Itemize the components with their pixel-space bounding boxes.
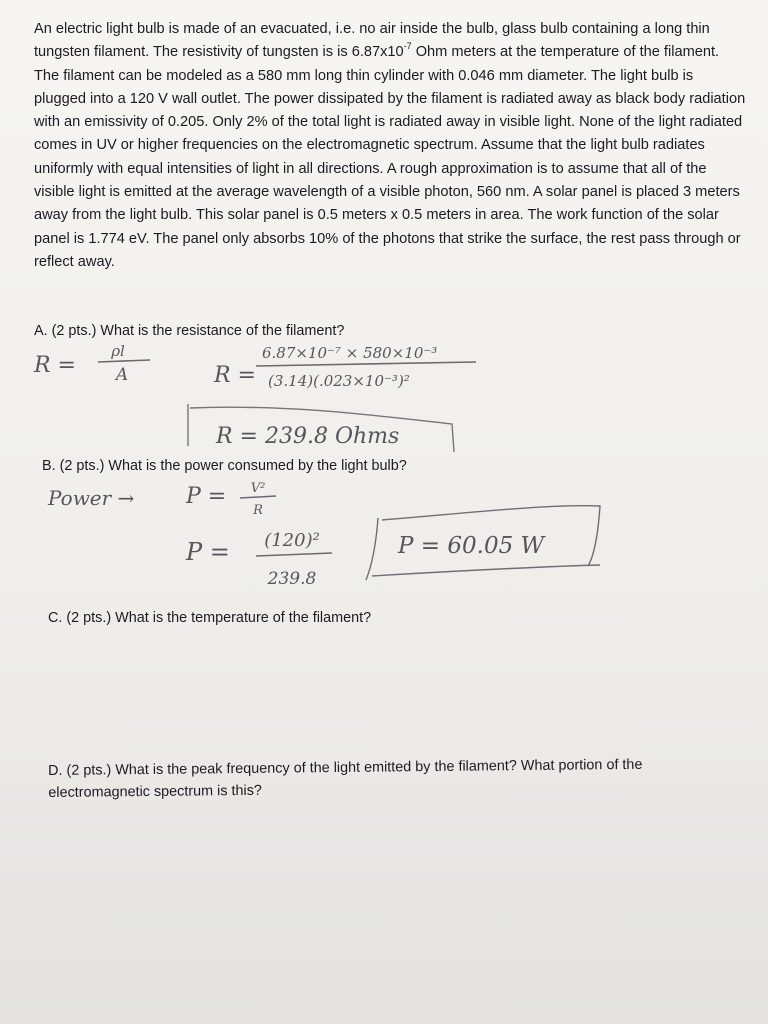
hw-b-answer: P = 60.05 W	[398, 533, 545, 559]
hw-b-sub-num: (120)²	[264, 530, 320, 551]
problem-text-part-2: Ohm meters at the temperature of the filament. The filament can be modeled as a 580 mm long thin cylinder with 0.046 mm diameter. The light bulb is plugged into a 120 V wall outlet. The power dissipated by the filament is radiated away as black body radiation with an emissivity of 0.205. Only 2% of the total light is radiated away in visible light. None of the light radiated comes in UV or higher frequencies on the electromagnetic spectrum. Assume that the light bulb radiates uniformly with equal intensities of light in all directions. A rough approximation is to assume that all of the visible light is emitted at the average wavelength of a visible photon, 560 nm. A solar panel is placed 3 meters away from the light bulb. This solar panel is 0.5 meters x 0.5 meters in area. The work function of the solar panel is 1.774 eV. The panel only absorbs 10% of the photons that strike the surface, the rest pass through or reflect away.	[34, 44, 746, 270]
question-c: C. (2 pts.) What is the temperature of the filament?	[48, 610, 372, 626]
hw-a-formula-bar	[98, 360, 150, 362]
hw-a-formula-lhs: R =	[34, 353, 76, 378]
hw-a-answer: R = 239.8 Ohms	[216, 424, 400, 449]
question-b: B. (2 pts.) What is the power consumed by the light bulb?	[42, 458, 407, 474]
hw-b-formula-bar	[240, 496, 276, 498]
hw-b-formula-den: R	[253, 503, 263, 518]
hw-a-sub-lhs: R =	[214, 363, 256, 388]
answer-b-work	[47, 481, 600, 589]
hw-a-sub-den: (3.14)(.023×10⁻³)²	[268, 372, 410, 390]
hw-a-formula-num: ρl	[111, 342, 125, 360]
hw-b-formula-num: V²	[250, 481, 266, 496]
question-a: A. (2 pts.) What is the resistance of the filament?	[34, 323, 345, 339]
hw-a-sub-bar	[256, 362, 476, 366]
hw-b-sub-den: 239.8	[267, 569, 317, 589]
hw-a-formula-den: A	[115, 365, 129, 385]
hw-a-sub-num: 6.87×10⁻⁷ × 580×10⁻³	[262, 344, 438, 362]
resistivity-exponent: -7	[403, 41, 412, 52]
problem-text-part-1: An electric light bulb is made of an evacuated, i.e. no air inside the bulb, glass bulb containing a long thin tungsten filament. The resistivity of tungsten is is 6.87x10	[34, 21, 710, 61]
question-d: D. (2 pts.) What is the peak frequency of the light emitted by the filament? What portion of the electromagnetic spectrum is this?	[48, 756, 643, 801]
hw-b-formula-lhs: P =	[186, 484, 227, 509]
hw-b-label: Power →	[48, 486, 135, 510]
hw-b-sub-bar	[256, 553, 332, 556]
answer-a-work	[33, 342, 476, 452]
hw-b-sub-lhs: P =	[186, 538, 230, 566]
